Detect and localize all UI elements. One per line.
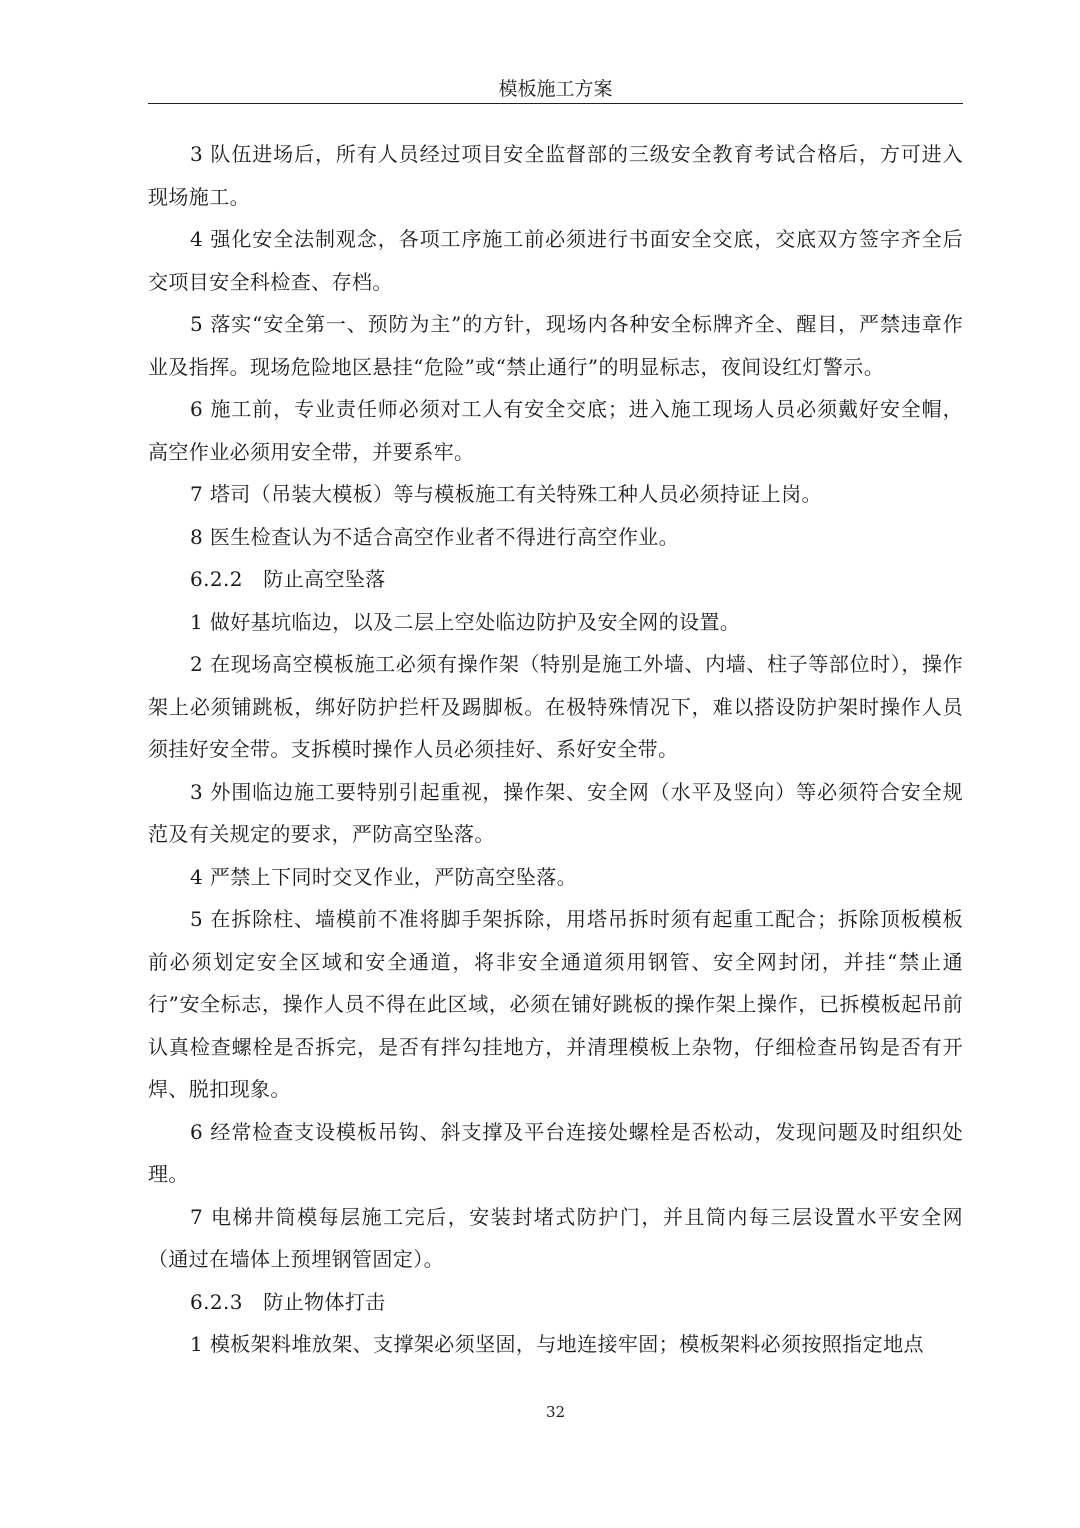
paragraph: 4 强化安全法制观念，各项工序施工前必须进行书面安全交底，交底双方签字齐全后交项目安全科检查、存档。: [148, 227, 963, 294]
paragraph: 6 经常检查支设模板吊钩、斜支撑及平台连接处螺栓是否松动，发现问题及时组织处理。: [148, 1119, 963, 1186]
section-heading: 6.2.3 防止物体打击: [190, 1289, 386, 1314]
paragraph: 3 队伍进场后，所有人员经过项目安全监督部的三级安全教育考试合格后，方可进入现场施工。: [148, 142, 963, 209]
header-divider: [148, 103, 963, 104]
paragraph: 5 在拆除柱、墙模前不准将脚手架拆除，用塔吊拆时须有起重工配合；拆除顶板模板前必须划定安全区域和安全通道，将非安全通道须用钢管、安全网封闭，并挂“禁止通行”安全标志，操作人员不得在此区域，必须在铺好跳板的操作架上操作，已拆模板起吊前认真检查螺栓是否拆完，是否有拌勾挂地方，并清理模板上杂物，仔细检查吊钩是否有开焊、脱扣现象。: [148, 907, 963, 1101]
section-heading: 6.2.2 防止高空坠落: [190, 567, 386, 591]
paragraph: 4 严禁上下同时交叉作业，严防高空坠落。: [190, 864, 578, 889]
paragraph: 1 做好基坑临边，以及二层上空处临边防护及安全网的设置。: [190, 609, 741, 634]
paragraph: 3 外围临边施工要特别引起重视，操作架、安全网（水平及竖向）等必须符合安全规范及有关规定的要求，严防高空坠落。: [148, 779, 963, 846]
paragraph: 7 电梯井筒模每层施工完后，安装封堵式防护门，并且筒内每三层设置水平安全网（通过在墙体上预埋钢管固定）。: [148, 1204, 963, 1271]
paragraph: 6 施工前，专业责任师必须对工人有安全交底；进入施工现场人员必须戴好安全帽，高空作业必须用安全带，并要系牢。: [148, 397, 963, 464]
paragraph: 1 模板架料堆放架、支撑架必须坚固，与地连接牢固；模板架料必须按照指定地点: [190, 1332, 924, 1356]
paragraph: 2 在现场高空模板施工必须有操作架（特别是施工外墙、内墙、柱子等部位时），操作架上必须铺跳板，绑好防护拦杆及踢脚板。在极特殊情况下，难以搭设防护架时操作人员须挂好安全带。支拆模时操作人员必须挂好、系好安全带。: [148, 652, 963, 761]
body-text: [148, 133, 963, 1366]
paragraph: 5 落实“安全第一、预防为主”的方针，现场内各种安全标牌齐全、醒目，严禁违章作业及指挥。现场危险地区悬挂“危险”或“禁止通行”的明显标志，夜间设红灯警示。: [148, 312, 963, 379]
page-number: 32: [545, 1403, 566, 1421]
paragraph: 8 医生检查认为不适合高空作业者不得进行高空作业。: [190, 524, 680, 549]
paragraph: 7 塔司（吊装大模板）等与模板施工有关特殊工种人员必须持证上岗。: [190, 482, 822, 506]
running-header-title: 模板施工方案: [498, 78, 613, 100]
